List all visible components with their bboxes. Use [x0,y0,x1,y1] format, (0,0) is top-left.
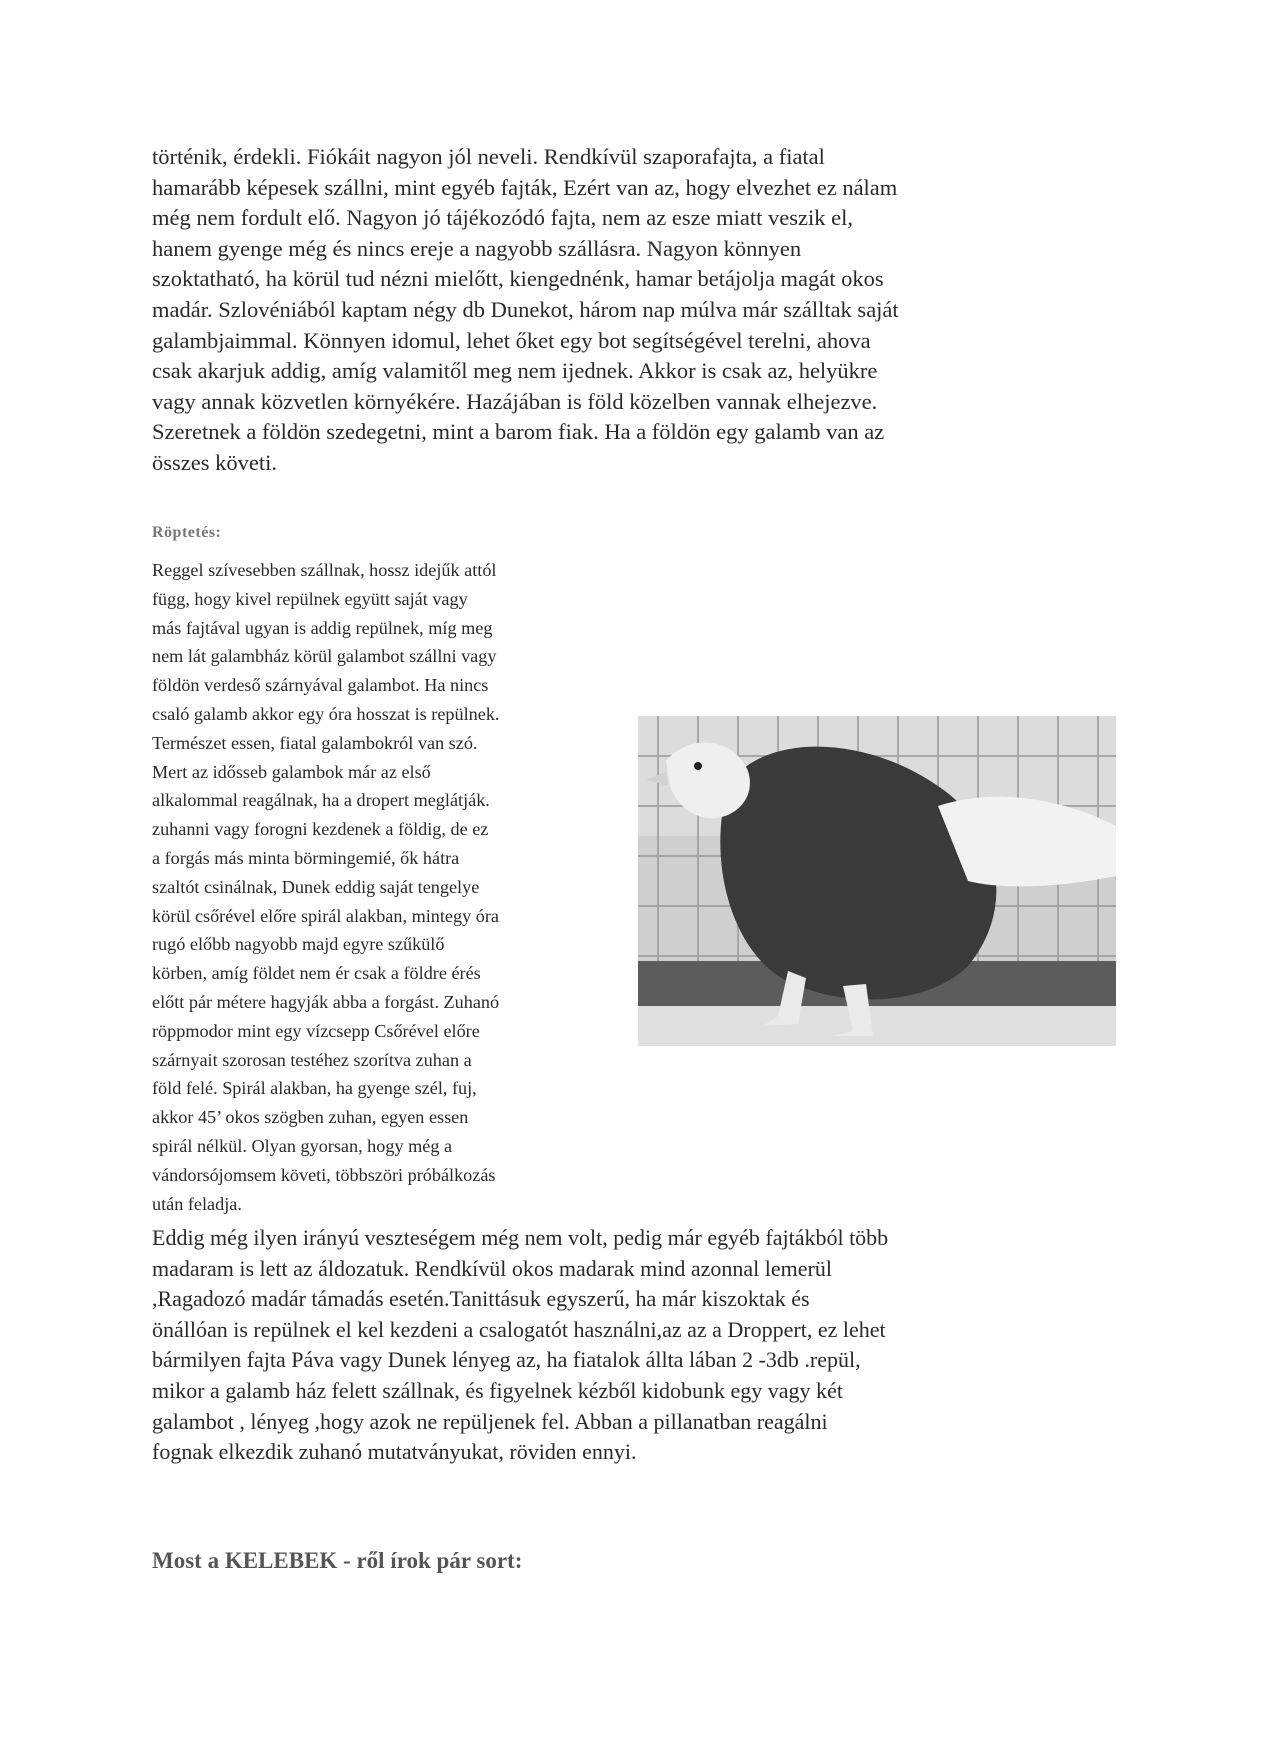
text-line: csak akarjuk addig, amíg valamitől meg nem ijednek. Akkor is csak az, helyükre [152,358,878,384]
pigeon-photo [638,716,1116,1046]
text-line: galambjaimmal. Könnyen idomul, lehet őket egy bot segítségével terelni, ahova [152,327,871,353]
text-line: röppmodor mint egy vízcsepp Csőrével előre [152,1020,480,1041]
text-line: körben, amíg földet nem ér csak a földre érés [152,963,481,984]
text-line: akkor 45’ okos szögben zuhan, egyen essen [152,1107,469,1128]
text-line: mikor a galamb ház felett szállnak, és figyelnek kézből kidobunk egy vagy két [152,1377,843,1403]
flying-paragraph [152,556,657,1218]
text-line: spirál nélkül. Olyan gyorsan, hogy még a [152,1135,453,1156]
text-line: nem lát galambház körül galambot szállni vagy [152,646,497,667]
text-line: alkalommal reagálnak, ha a dropert meglátják. [152,790,490,811]
text-line: más fajtával ugyan is addig repülnek, míg meg [152,617,493,638]
text-line: szaltót csinálnak, Dunek eddig saját tengelye [152,876,480,897]
text-line: a forgás más minta börmingemié, ők hátra [152,847,460,868]
text-line: galambot , lényeg ,hogy azok ne repüljenek fel. Abban a pillanatban reagálni [152,1408,828,1434]
text-line: madár. Szlovéniából kaptam négy db Dunekot, három nap múlva már szálltak saját [152,296,899,322]
text-line: történik, érdekli. Fiókáit nagyon jól neveli. Rendkívül szaporafajta, a fiatal [152,144,825,169]
text-line: után feladja. [152,1193,242,1214]
text-line: föld felé. Spirál alakban, ha gyenge szél, fuj, [152,1078,477,1099]
text-line: vagy annak közvetlen környékére. Hazájában is föld közelben vannak elhejezve. [152,388,878,414]
text-line: madaram is lett az áldozatuk. Rendkívül okos madarak mind azonnal lemerül [152,1255,832,1281]
text-line: összes követi. [152,449,277,475]
section-heading: Röptetés: [152,524,222,541]
text-line: fognak elkezdik zuhanó mutatványukat, röviden ennyi. [152,1439,637,1465]
text-line: ,Ragadozó madár támadás esetén.Tanittásuk egyszerű, ha már kiszoktak és [152,1286,810,1312]
text-line: zuhanni vagy forogni kezdenek a földig, de ez [152,819,489,840]
text-line: Reggel szívesebben szállnak, hossz idejűk attól [152,560,497,580]
text-line: csaló galamb akkor egy óra hosszat is repülnek. [152,703,500,724]
text-line: vándorsójomsem követi, többszöri próbálkozás [152,1164,496,1185]
text-line: függ, hogy kivel repülnek együtt saját vagy [152,588,468,609]
text-line: rugó előbb nagyobb majd egyre szűkülő [152,934,445,955]
next-section-heading: Most a KELEBEK - ről írok pár sort: [152,1548,523,1573]
text-line: hanem gyenge még és nincs ereje a nagyobb szállásra. Nagyon könnyen [152,235,802,261]
text-line: önállóan is repülnek el kel kezdeni a csalogatót használni,az az a Droppert, ez lehet [152,1316,886,1342]
text-line: szárnyait szorosan testéhez szorítva zuhan a [152,1049,472,1070]
text-line: szoktatható, ha körül tud nézni mielőtt, kiengednénk, hamar betájolja magát okos [152,266,884,292]
text-line: előtt pár métere hagyják abba a forgást. Zuhanó [152,991,500,1012]
text-line: földön verdeső szárnyával galambot. Ha nincs [152,675,489,696]
text-line: Szeretnek a földön szedegetni, mint a barom fiak. Ha a földön egy galamb van az [152,419,885,445]
closing-paragraph [152,1223,1152,1468]
text-line: Természet essen, fiatal galambokról van szó. [152,732,478,753]
text-line: Eddig még ilyen irányú veszteségem még nem volt, pedig már egyéb fajtákból több [152,1225,889,1250]
text-line: bármilyen fajta Páva vagy Dunek lényeg az, ha fiatalok állta lában 2 -3db .repül, [152,1347,861,1373]
text-line: körül csőrével előre spirál alakban, mintegy óra [152,905,499,926]
intro-paragraph [152,142,1132,479]
text-line: Mert az idősseb galambok már az első [152,761,431,782]
text-line: még nem fordult elő. Nagyon jó tájékozódó fajta, nem az esze miatt veszik el, [152,205,854,231]
text-line: hamarább képesek szállni, mint egyéb fajták, Ezért van az, hogy elvezhet ez nálam [152,174,898,200]
